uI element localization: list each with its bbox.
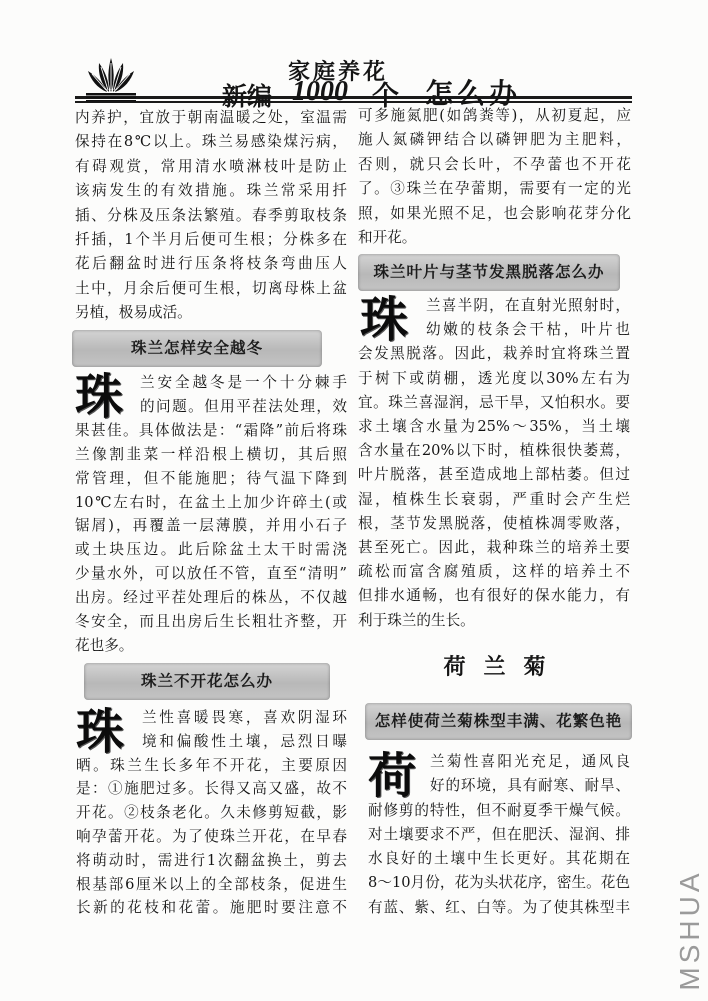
text-line: 兰性喜暖畏寒，喜欢阴湿环	[142, 709, 347, 726]
title-suffix: 怎么办	[425, 77, 522, 110]
section-paragraph	[76, 706, 347, 920]
header-rule	[75, 96, 632, 99]
text-line: 的问题。但用平茬法处理，效	[140, 397, 347, 415]
title-prefix: 新编	[222, 82, 273, 111]
text-line: 会发黑脱落。因此，栽养时宜将珠兰置	[358, 345, 630, 363]
series-title: 家庭养花	[288, 59, 389, 85]
text-line: 根基部6厘米以上的全部枝条，促进生	[76, 875, 347, 893]
drop-cap: 荷	[368, 748, 417, 804]
text-line: 湿，植株生长衰弱，严重时会产生烂	[358, 490, 630, 508]
right-continued-paragraph	[358, 104, 631, 250]
section-heading: 珠兰叶片与茎节发黑脱落怎么办	[358, 254, 620, 291]
section-heading: 怎样使荷兰菊株型丰满、花繁色艳	[365, 703, 632, 740]
drop-cap: 珠	[360, 292, 409, 348]
section-heading: 珠兰不开花怎么办	[84, 663, 330, 700]
drop-cap: 珠	[75, 369, 124, 425]
text-line: 或土块压边。此后除盆土太干时需浇	[75, 541, 347, 559]
text-line: 了。③珠兰在孕蕾期，需要有一定的光	[358, 180, 631, 198]
text-line: 疏松而富含腐殖质，这样的培养土不	[358, 563, 630, 581]
text-line: 根，茎节发黑脱落，使植株凋零败落，	[358, 514, 630, 532]
plant-emblem-icon	[86, 57, 136, 103]
text-line: 幼嫩的枝条会干枯，叶片也	[426, 321, 630, 339]
text-line: 求土壤含水量为25%～35%，当土壤	[358, 418, 630, 436]
text-line: 好的环境，具有耐寒、耐旱、	[430, 777, 630, 795]
text-line: 兰喜半阴，在直射光照射时，	[426, 297, 630, 314]
text-line: 开花。②枝条老化。久未修剪短截，影	[76, 804, 347, 822]
text-line: 扦插，1个半月后便可生根；分株多在	[75, 231, 347, 249]
text-line: 有蓝、紫、红、白等。为了使其株型丰	[368, 898, 630, 916]
section-paragraph	[368, 750, 630, 920]
drop-cap: 珠	[76, 704, 125, 760]
text-line: 于树下或荫棚，透光度以30%左右为	[358, 369, 630, 387]
text-line: 施人氮磷钾结合以磷钾肥为主肥料，	[358, 131, 631, 149]
text-line: 兰菊性喜阳光充足，通风良	[430, 753, 630, 770]
left-intro-paragraph	[75, 106, 347, 326]
text-line: 该病发生的有效措施。珠兰常采用扦	[75, 182, 347, 200]
text-line: 出房。经过平茬处理后的株丛，不仅越	[75, 589, 347, 607]
title-number: 1000	[292, 76, 348, 107]
text-line: 是：①施肥过多。长得又高又盛，故不	[76, 780, 347, 798]
text-line: 10℃左右时，在盆土上加少许碎土(或	[75, 493, 347, 511]
text-line: 另植，极易成活。	[75, 304, 192, 322]
text-line: 叶片脱落，甚至造成地上部枯萎。但过	[358, 466, 630, 484]
text-line: 利于珠兰的生长。	[358, 611, 475, 629]
text-line: 否则，就只会长叶，不孕蕾也不开花	[358, 155, 631, 173]
text-line: 但排水通畅，也有很好的保水能力，有	[358, 587, 630, 605]
text-line: 水良好的土壤中生长更好。其花期在	[368, 850, 630, 868]
text-line: 境和偏酸性土壤，忌烈日曝	[142, 732, 347, 750]
header-rule-thin	[75, 101, 632, 103]
text-line: 耐修剪的特性，但不耐夏季干燥气候。	[368, 801, 630, 819]
text-line: 土中，月余后便可生根，切离母株上盆	[75, 279, 347, 297]
text-line: 花后翻盆时进行压条将枝条弯曲压人	[75, 255, 347, 273]
text-line: 照，如果光照不足，也会影响花芽分化	[358, 204, 631, 222]
text-line: 甚至死亡。因此，栽种珠兰的培养土要	[358, 539, 630, 557]
section-paragraph	[75, 371, 347, 658]
text-line: 冬安全，而且出房后生长粗壮齐整，开	[75, 613, 347, 631]
text-line: 长新的花枝和花蕾。施肥时要注意不	[76, 899, 347, 917]
text-line: 内养护，宜放于朝南温暖之处，室温需	[75, 109, 347, 126]
text-line: 少量水外，可以放任不管，直至“清明”	[75, 565, 347, 583]
text-line: 和开花。	[358, 229, 417, 247]
text-line: 含水量在20%以下时，植株很快萎蔫，	[358, 442, 630, 460]
watermark: MSHUA	[674, 869, 705, 991]
section-paragraph	[358, 294, 630, 633]
text-line: 锯屑)，再覆盖一层薄膜，并用小石子	[75, 517, 347, 535]
text-line: 花也多。	[75, 636, 134, 654]
text-line: 可多施氮肥(如鸽粪等)，从初夏起，应	[358, 107, 631, 124]
text-line: 兰像割韭菜一样沿根上横切，其后照	[75, 445, 347, 463]
text-line: 果甚佳。具体做法是：“霜降”前后将珠	[75, 421, 347, 439]
section-heading: 珠兰怎样安全越冬	[72, 330, 322, 367]
text-line: 常管理，但不能施肥；待气温下降到	[75, 469, 347, 487]
text-line: 兰安全越冬是一个十分棘手	[140, 374, 347, 391]
text-line: 保持在8℃以上。珠兰易感染煤污病，	[75, 133, 347, 151]
text-line: 有碍观赏，常用清水喷淋枝叶是防止	[75, 157, 347, 175]
text-line: 响孕蕾开花。为了使珠兰开花，在早春	[76, 827, 347, 845]
text-line: 8～10月份，花为头状花序，密生。花色	[368, 874, 630, 892]
text-line: 将萌动时，需进行1次翻盆换土，剪去	[76, 851, 347, 869]
text-line: 晒。珠兰生长多年不开花，主要原因	[76, 756, 347, 774]
text-line: 宜。珠兰喜湿润，忌干旱，又怕积水。要	[358, 393, 630, 411]
title-measure: 个	[372, 81, 399, 112]
chapter-title: 荷兰菊	[443, 655, 564, 680]
text-line: 对土壤要求不严，但在肥沃、湿润、排	[368, 825, 630, 843]
text-line: 插、分株及压条法繁殖。春季剪取枝条	[75, 206, 347, 224]
